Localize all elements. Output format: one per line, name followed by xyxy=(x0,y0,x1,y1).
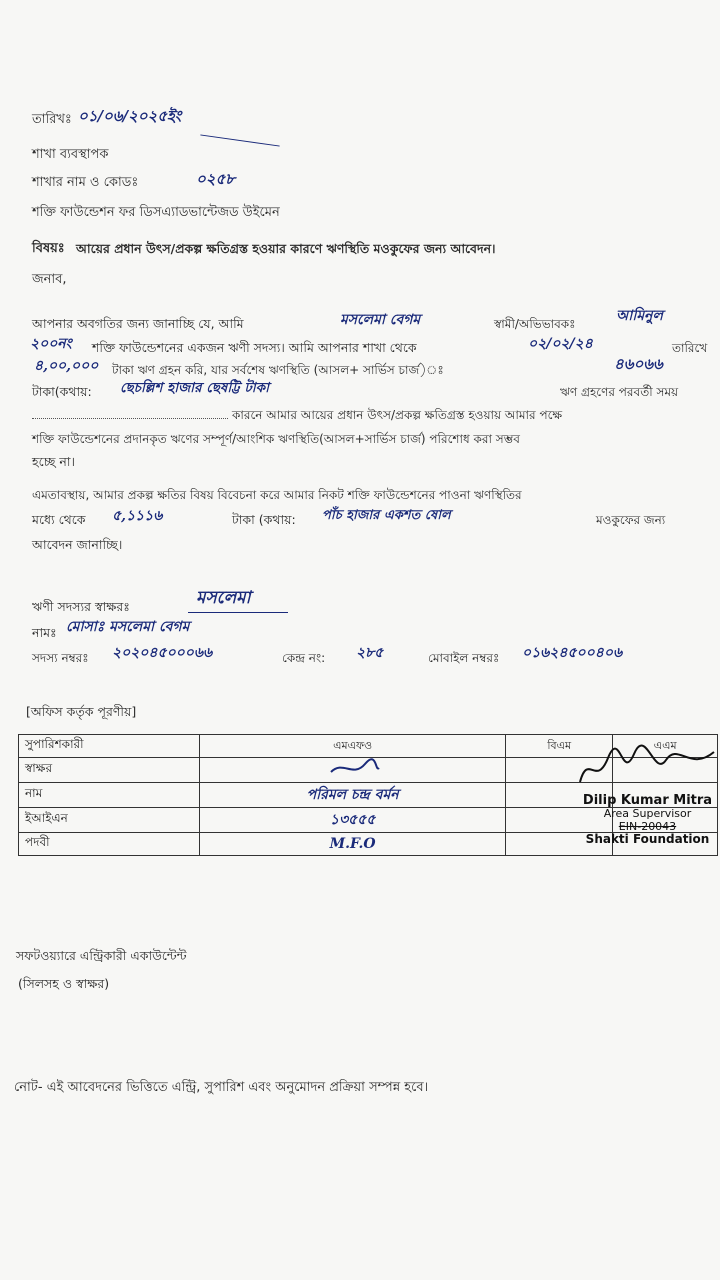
p1-line6: শক্তি ফাউন্ডেশনের প্রদানকৃত ঋণের সম্পূর্ণ/আংশিক ঋণস্থিতি(আসল+সার্ভিস চার্জ) পরিশোধ করা সম্ভব xyxy=(32,432,520,446)
mfo-signature-mark xyxy=(323,758,383,778)
loan-date-handwritten: ০২/০২/২৪ xyxy=(528,336,593,352)
date-value: ০১/০৬/২০২৫ইং xyxy=(78,107,182,125)
p1-line2-c: তারিখে xyxy=(672,341,708,355)
mfo-ein-cell: ১৩৫৫৫ xyxy=(200,808,506,833)
p1-line3-a: টাকা ঋণ গ্রহন করি, যার সর্বশেষ ঋণস্থিতি (আসল+ সার্ভিস চার্জ)ঃ xyxy=(112,363,444,377)
p1-line4-b: ঋণ গ্রহণের পরবর্তী সময় xyxy=(560,385,679,399)
p2-line2-b: টাকা (কথায়: xyxy=(232,512,296,527)
p2-line1: এমতাবস্থায়, আমার প্রকল্প ক্ষতির বিষয় বিবেচনা করে আমার নিকট শক্তি ফাউন্ডেশনের পাওনা ঋণস্থিতির xyxy=(32,488,522,502)
row-label-ein: ইআইএন xyxy=(19,808,200,833)
p1-line1-b: স্বামী/অভিভাবকঃ xyxy=(494,317,576,331)
p1-line2-b: শক্তি ফাউন্ডেশনের একজন ঋণী সদস্য। আমি আপনার শাখা থেকে xyxy=(92,340,417,355)
mfo-name-cell: পরিমল চন্দ্র বর্মন xyxy=(200,783,506,808)
subject-text: আয়ের প্রধান উৎস/প্রকল্প ক্ষতিগ্রস্ত হওয়ার কারণে ঋণস্থিতি মওকুফের জন্য আবেদন। xyxy=(76,241,496,256)
row-label-designation: পদবী xyxy=(19,833,200,856)
member-signature: মসলেমা xyxy=(196,588,251,608)
member-name-label: নামঃ xyxy=(32,625,57,640)
member-sign-label: ঋণী সদস্যর স্বাক্ষরঃ xyxy=(32,599,130,614)
am-stamp-org: Shakti Foundation xyxy=(585,832,710,846)
samity-handwritten: ২০০নং xyxy=(30,336,72,352)
p1-line7: হচ্ছে না। xyxy=(32,454,75,469)
branch-name-label: শাখার নাম ও কোডঃ xyxy=(32,175,139,190)
am-signature-mark xyxy=(574,742,720,792)
p1-line1-a: আপনার অবগতির জন্য জানাচ্ছি যে, আমি xyxy=(32,316,244,331)
row-label-signature: স্বাক্ষর xyxy=(19,758,200,783)
footer-note: নোট- এই আবেদনের ভিত্তিতে এন্ট্রি, সুপারিশ এবং অনুমোদন প্রক্রিয়া সম্পন্ন হবে। xyxy=(14,1080,429,1095)
office-heading: [অফিস কর্তৃক পূরণীয়] xyxy=(26,704,137,719)
p2-line2-a: মধ্যে থেকে xyxy=(32,512,86,527)
balance-handwritten: ৪৬০৬৬ xyxy=(614,355,663,373)
member-name-value: মোসাঃ মসলেমা বেগম xyxy=(66,619,190,635)
member-id-label: সদস্য নম্বরঃ xyxy=(32,651,89,665)
am-stamp-ein: EIN-20043 xyxy=(618,820,677,833)
subject-label: বিষয়ঃ xyxy=(32,241,65,256)
am-stamp-title: Area Supervisor xyxy=(603,807,692,820)
p1-line4-a: টাকা(কথায়: xyxy=(32,384,92,399)
col-header-am: এএম xyxy=(613,735,718,758)
date-underline xyxy=(200,134,279,146)
member-id-value: ২০২০৪৫০০০৬৬ xyxy=(112,645,213,661)
am-stamp xyxy=(575,794,720,846)
col-header-bm: বিএম xyxy=(506,735,613,758)
loan-amount-handwritten: ৪,০০,০০০ xyxy=(34,358,99,374)
center-value: ২৮৫ xyxy=(356,645,384,661)
waiver-amount-handwritten: ৫,১১১৬ xyxy=(112,508,163,524)
guardian-handwritten: আমিনুল xyxy=(616,308,663,324)
branch-manager: শাখা ব্যবস্থাপক xyxy=(32,147,109,162)
center-label: কেন্দ্র নং: xyxy=(282,651,326,665)
mfo-signature-cell xyxy=(200,758,506,783)
signature-stroke xyxy=(188,612,288,613)
p2-line2-c: মওকুফের জন্য xyxy=(596,513,666,527)
accountant-title: সফটওয়্যারে এন্ট্রিকারী একাউন্টেন্ট xyxy=(16,948,187,963)
row-label-name: নাম xyxy=(19,783,200,808)
mobile-value: ০১৬২৪৫০০৪০৬ xyxy=(522,645,623,661)
balance-words-handwritten: ছেচল্লিশ হাজার ছেষট্টি টাকা xyxy=(120,380,270,396)
date-label: তারিখঃ xyxy=(32,112,72,127)
org-name: শক্তি ফাউন্ডেশন ফর ডিসএ্যাডভান্টেজড উইমেন xyxy=(32,205,280,220)
col-header-mfo: এমএফও xyxy=(200,735,506,758)
am-stamp-name: Dilip Kumar Mitra xyxy=(582,793,713,808)
col-header-recommender: সুপারিশকারী xyxy=(19,735,200,758)
salutation: জনাব, xyxy=(32,272,67,287)
branch-code-value: ০২৫৮ xyxy=(196,170,235,188)
reason-blank-line xyxy=(32,418,228,419)
p1-line5: কারনে আমার আয়ের প্রধান উৎস/প্রকল্প ক্ষতিগ্রস্ত হওয়ায় আমার পক্ষে xyxy=(232,408,563,422)
member-name-handwritten: মসলেমা বেগম xyxy=(340,312,421,328)
accountant-subtitle: (সিলসহ ও স্বাক্ষর) xyxy=(18,976,110,991)
waiver-words-handwritten: পাঁচ হাজার একশত ষোল xyxy=(322,508,451,523)
mobile-label: মোবাইল নম্বরঃ xyxy=(428,651,500,665)
p2-line3: আবেদন জানাচ্ছি। xyxy=(32,537,123,552)
mfo-designation-cell: M.F.O xyxy=(200,833,506,856)
